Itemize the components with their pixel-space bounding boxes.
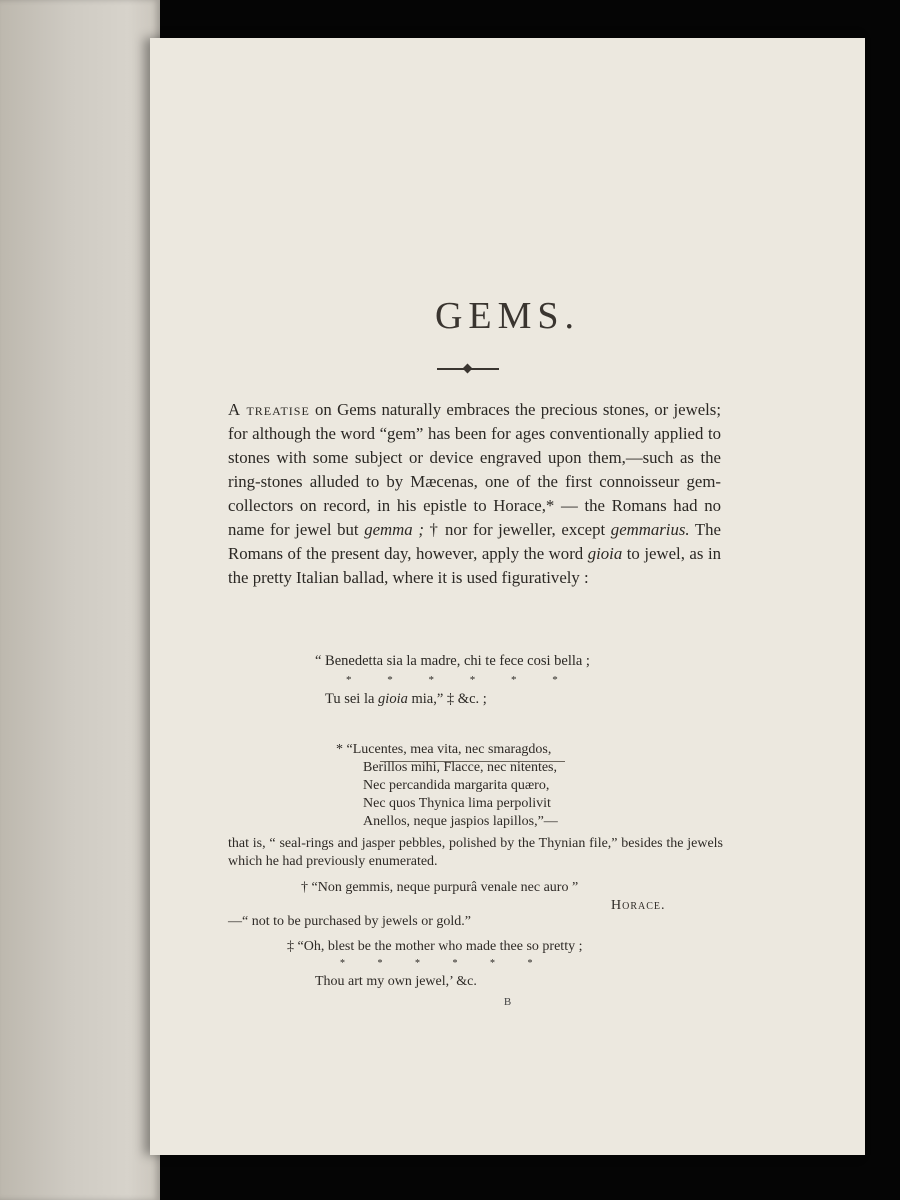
chapter-title: GEMS. <box>434 295 581 337</box>
footnote-1-line-5: Anellos, neque jaspios lapillos,”— <box>363 814 558 829</box>
footnote-1-line-2: Berillos mihi, Flacce, nec nitentes, <box>363 760 558 775</box>
body-text-4: to jewel, as in the pretty Italian ballad, where it is used figuratively : <box>228 544 722 587</box>
ballad-line-1: “ Benedetta sia la madre, chi te fece cosi bella ; <box>315 653 590 669</box>
body-text-2: † nor for jeweller, except <box>423 520 611 539</box>
lead-words: A treatise <box>228 400 310 419</box>
body-text-3: The Romans of the present day, however, apply the word <box>228 520 721 563</box>
body-text-1: on Gems naturally embraces the precious stones, or jewels; for although the word “gem” has been for ages conventionally applied to stones with some subject or device engraved upon them,—such as the ring-stones alluded to by Mæcenas, one of the first connoisseur gem-collectors on record, in his epistle to Horace,* — the Romans had no name for jewel but <box>228 400 722 539</box>
ballad-line-2-italic: gioia <box>378 691 408 707</box>
body-italic-1: gemma ; <box>364 520 424 539</box>
book-page <box>150 38 865 1155</box>
main-paragraph <box>228 398 721 590</box>
ballad-line-2-start: Tu sei la <box>325 691 379 707</box>
ballad-stars: * * * * * * <box>346 674 558 686</box>
footnote-1-line-1: * “Lucentes, mea vita, nec smaragdos, <box>336 742 552 757</box>
body-italic-3: gioia <box>587 544 623 563</box>
ballad-line-2 <box>325 688 487 710</box>
footnote-2-translation: —“ not to be purchased by jewels or gold.” <box>228 914 471 929</box>
ballad-line-2-end: mia,” ‡ &c. ; <box>407 691 487 707</box>
footnote-2-line: † “Non gemmis, neque purpurâ venale nec auro ” <box>301 880 579 895</box>
footnote-1-translation: that is, “ seal-rings and jasper pebbles, polished by the Thynian file,” besides the jewels which he had previously enumerated. <box>228 836 723 869</box>
footnote-1-line-3: Nec percandida margarita quæro, <box>363 778 550 793</box>
footnote-3-end: Thou art my own jewel,’ &c. <box>315 974 477 989</box>
footnote-3-line: ‡ “Oh, blest be the mother who made thee so pretty ; <box>287 939 583 954</box>
title-ornament-diamond <box>463 364 473 374</box>
body-italic-2: gemmarius. <box>610 520 690 539</box>
footnote-3-stars: * * * * * * <box>340 958 533 969</box>
footnote-1-line-4: Nec quos Thynica lima perpolivit <box>363 796 551 811</box>
signature-mark: B <box>503 996 512 1008</box>
facing-page <box>0 0 160 1200</box>
footnote-2-author: Horace. <box>611 898 666 913</box>
